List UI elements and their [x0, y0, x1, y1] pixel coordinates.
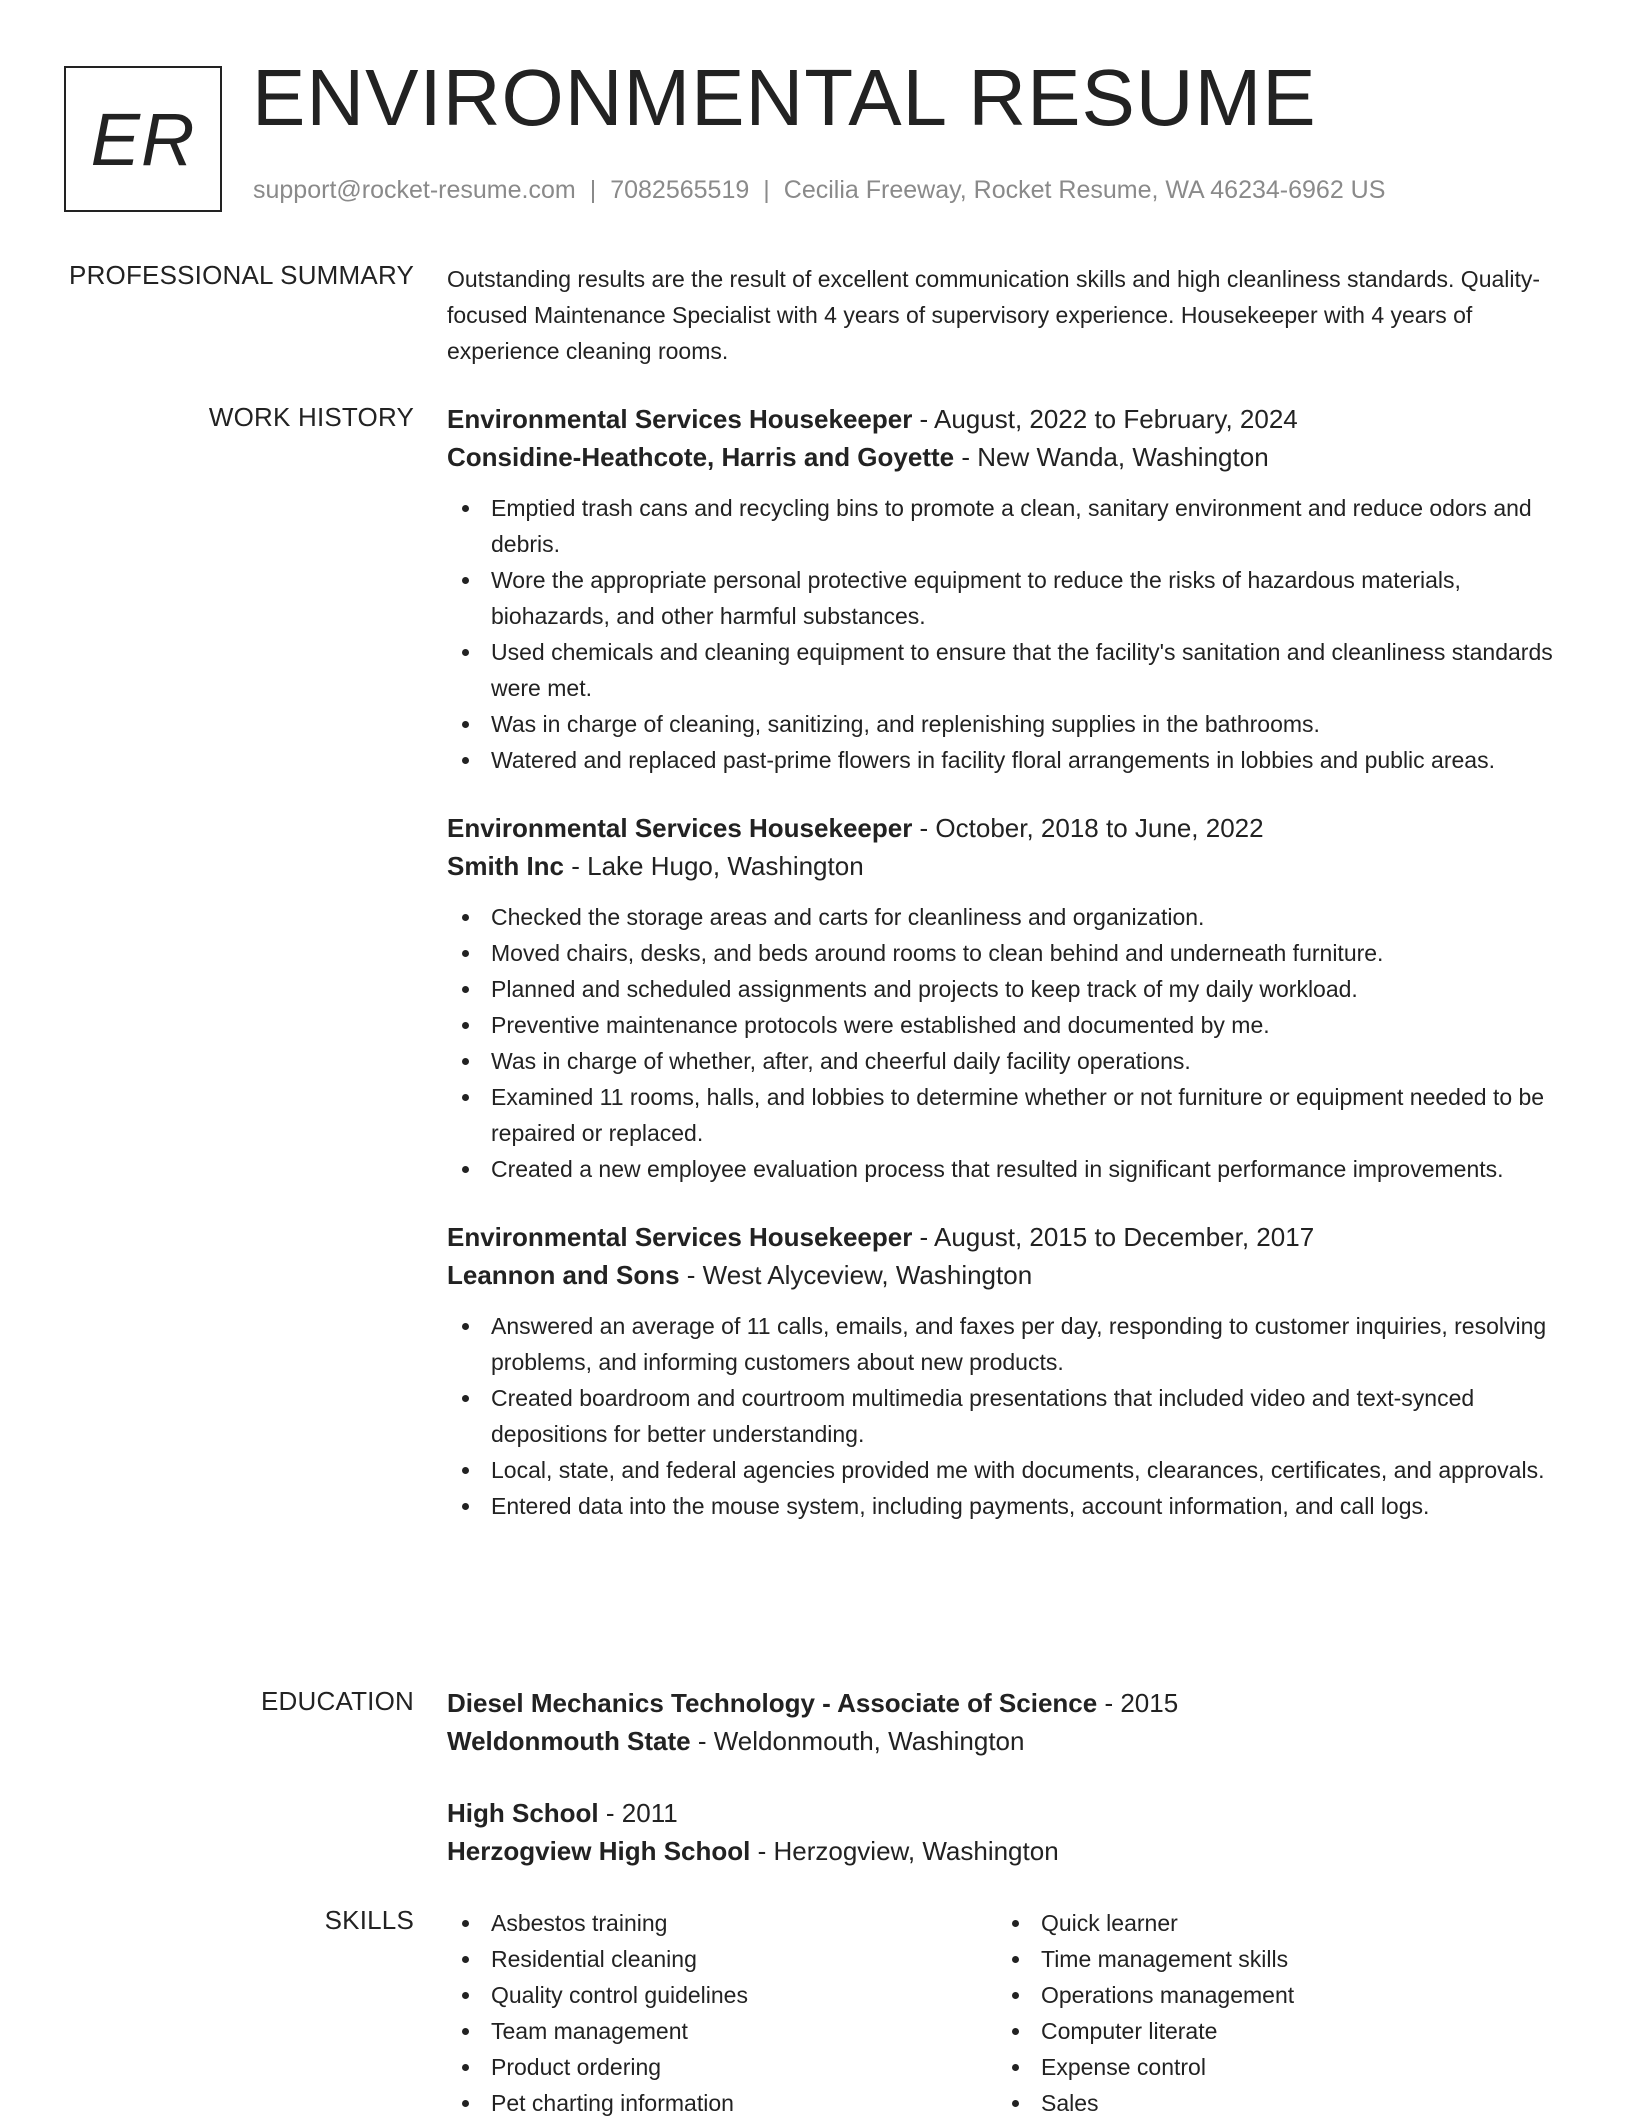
- skill-item: Product ordering: [447, 2049, 997, 2085]
- job-company: Leannon and Sons: [447, 1260, 680, 1290]
- resume-title: ENVIRONMENTAL RESUME: [252, 53, 1317, 142]
- skill-item: Residential cleaning: [447, 1941, 997, 1977]
- job-location: - West Alyceview, Washington: [679, 1260, 1033, 1290]
- job-entry: [447, 1218, 1567, 1524]
- job-title-line: [447, 400, 1567, 438]
- skill-item: Team management: [447, 2013, 997, 2049]
- skill-item: Operations management: [997, 1977, 1547, 2013]
- section-label-summary: PROFESSIONAL SUMMARY: [69, 260, 414, 290]
- education-location: - Weldonmouth, Washington: [690, 1726, 1025, 1756]
- education-entry: [447, 1684, 1567, 1760]
- job-bullet: Watered and replaced past-prime flowers in facility floral arrangements in lobbies and public areas.: [447, 742, 1567, 778]
- job-entry: [447, 400, 1567, 778]
- education-school: Weldonmouth State: [447, 1726, 691, 1756]
- job-company-line: [447, 438, 1567, 476]
- job-bullet: Used chemicals and cleaning equipment to ensure that the facility's sanitation and cleanliness standards were met.: [447, 634, 1567, 706]
- contact-line: [253, 176, 1385, 205]
- education-year: - 2015: [1097, 1688, 1179, 1718]
- job-bullet: Examined 11 rooms, halls, and lobbies to determine whether or not furniture or equipment needed to be repaired or replaced.: [447, 1079, 1567, 1151]
- job-bullet: Entered data into the mouse system, including payments, account information, and call logs.: [447, 1488, 1567, 1524]
- education-school: Herzogview High School: [447, 1836, 751, 1866]
- skill-item: Time management skills: [997, 1941, 1547, 1977]
- monogram-logo: ER: [64, 66, 222, 212]
- job-bullet: Emptied trash cans and recycling bins to promote a clean, sanitary environment and reduce odors and debris.: [447, 490, 1567, 562]
- education-degree: Diesel Mechanics Technology - Associate of Science: [447, 1688, 1098, 1718]
- contact-phone[interactable]: 7082565519: [610, 176, 750, 204]
- skill-item: Expense control: [997, 2049, 1547, 2085]
- job-company: Smith Inc: [447, 851, 565, 881]
- skills-list-left: [447, 1905, 997, 2121]
- education-degree: High School: [447, 1798, 599, 1828]
- job-company-line: [447, 847, 1567, 885]
- job-location: - Lake Hugo, Washington: [564, 851, 864, 881]
- job-bullets: [447, 1308, 1567, 1524]
- job-bullet: Was in charge of whether, after, and cheerful daily facility operations.: [447, 1043, 1567, 1079]
- skills-list-right: [997, 1905, 1547, 2121]
- contact-address: Cecilia Freeway, Rocket Resume, WA 46234-6962 US: [783, 176, 1386, 204]
- job-bullet: Was in charge of cleaning, sanitizing, and replenishing supplies in the bathrooms.: [447, 706, 1567, 742]
- section-label-skills: SKILLS: [324, 1905, 414, 1935]
- skill-item: Quality control guidelines: [447, 1977, 997, 2013]
- contact-separator: |: [589, 176, 597, 204]
- job-bullet: Wore the appropriate personal protective equipment to reduce the risks of hazardous materials, biohazards, and other harmful substances.: [447, 562, 1567, 634]
- contact-email[interactable]: support@rocket-resume.com: [253, 176, 576, 204]
- contact-separator: |: [763, 176, 770, 204]
- job-dates: - August, 2022 to February, 2024: [912, 404, 1298, 434]
- job-bullet: Planned and scheduled assignments and projects to keep track of my daily workload.: [447, 971, 1567, 1007]
- skill-item: Quick learner: [997, 1905, 1547, 1941]
- job-bullet: Preventive maintenance protocols were established and documented by me.: [447, 1007, 1567, 1043]
- job-title: Environmental Services Housekeeper: [447, 1222, 913, 1252]
- education-entry: [447, 1794, 1567, 1870]
- education-location: - Herzogview, Washington: [750, 1836, 1059, 1866]
- job-bullets: [447, 899, 1567, 1187]
- education-degree-line: [447, 1684, 1567, 1722]
- job-bullet: Checked the storage areas and carts for cleanliness and organization.: [447, 899, 1567, 935]
- job-location: - New Wanda, Washington: [954, 442, 1269, 472]
- education-degree-line: [447, 1794, 1567, 1832]
- section-label-work-history: WORK HISTORY: [208, 402, 414, 432]
- skills-columns: [447, 1905, 1567, 2121]
- education-school-line: [447, 1722, 1567, 1760]
- skill-item: Sales: [997, 2085, 1547, 2121]
- job-bullet: Moved chairs, desks, and beds around rooms to clean behind and underneath furniture.: [447, 935, 1567, 971]
- job-bullet: Created a new employee evaluation process that resulted in significant performance improvements.: [447, 1151, 1567, 1187]
- job-title-line: [447, 1218, 1567, 1256]
- job-title: Environmental Services Housekeeper: [447, 813, 913, 843]
- summary-text: Outstanding results are the result of excellent communication skills and high cleanliness standards. Quality-focused Maintenance Specialist with 4 years of supervisory experience. Housekeeper with 4 years of experience cleaning rooms.: [447, 266, 1541, 364]
- skill-item: Computer literate: [997, 2013, 1547, 2049]
- job-company: Considine-Heathcote, Harris and Goyette: [447, 442, 955, 472]
- skill-item: Pet charting information: [447, 2085, 997, 2121]
- job-company-line: [447, 1256, 1567, 1294]
- job-dates: - October, 2018 to June, 2022: [912, 813, 1264, 843]
- section-label-education: EDUCATION: [261, 1686, 414, 1716]
- job-bullet: Created boardroom and courtroom multimedia presentations that included video and text-synced depositions for better understanding.: [447, 1380, 1567, 1452]
- job-dates: - August, 2015 to December, 2017: [912, 1222, 1315, 1252]
- job-entry: [447, 809, 1567, 1187]
- education-year: - 2011: [598, 1798, 678, 1828]
- job-title-line: [447, 809, 1567, 847]
- job-bullets: [447, 490, 1567, 778]
- job-bullet: Answered an average of 11 calls, emails, and faxes per day, responding to customer inquiries, resolving problems, and informing customers about new products.: [447, 1308, 1567, 1380]
- education-school-line: [447, 1832, 1567, 1870]
- job-title: Environmental Services Housekeeper: [447, 404, 913, 434]
- skill-item: Asbestos training: [447, 1905, 997, 1941]
- job-bullet: Local, state, and federal agencies provided me with documents, clearances, certificates, and approvals.: [447, 1452, 1567, 1488]
